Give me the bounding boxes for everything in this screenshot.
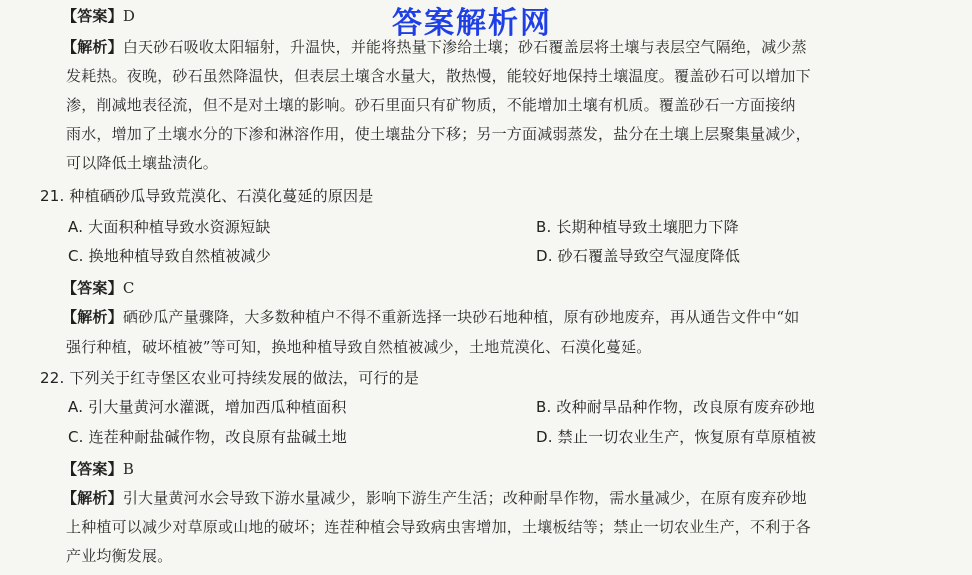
question-22-option-c: C. 连茬种耐盐碱作物，改良原有盐碱土地 [68,428,348,446]
analysis-line [62,37,807,57]
answer-value: D [122,7,136,25]
question-21-option-b: B. 长期种植导致土壤肥力下降 [536,218,739,236]
analysis-line: 渗，削减地表径流，但不是对土壤的影响。砂石里面只有矿物质，不能增加土壤有机质。覆盖砂石一方面接纳 [66,96,796,114]
question-21-option-a: A. 大面积种植导致水资源短缺 [68,218,271,236]
analysis-line: 可以降低土壤盐渍化。 [66,154,219,172]
answer-tag: 【答案】 [62,279,123,297]
analysis-text: 硒砂瓜产量骤降，大多数种植户不得不重新选择一块砂石地种植，原有砂地废弃，再从通告文件中“如 [122,308,800,326]
analysis-line: 雨水，增加了土壤水分的下渗和淋溶作用，使土壤盐分下移；另一方面减弱蒸发，盐分在土壤上层聚集量减少， [66,125,811,143]
analysis-line: 产业均衡发展。 [66,547,173,565]
answer-tag: 【答案】 [62,7,123,25]
question-22-option-b: B. 改种耐旱品种作物，改良原有废弃砂地 [536,398,815,416]
question-21-analysis [62,307,800,327]
analysis-line: 强行种植，破坏植被”等可知，换地种植导致自然植被减少，土地荒漠化、石漠化蔓延。 [66,338,652,356]
question-21-stem: 21. 种植硒砂瓜导致荒漠化、石漠化蔓延的原因是 [40,187,374,205]
question-21-answer [62,278,135,298]
question-22-stem: 22. 下列关于红寺堡区农业可持续发展的做法，可行的是 [40,369,420,387]
answer-value: B [122,460,135,478]
analysis-line: 发耗热。夜晚，砂石虽然降温快，但表层土壤含水量大，散热慢，能较好地保持土壤温度。覆盖砂石可以增加下 [66,67,811,85]
answer-line [62,6,135,26]
question-22-analysis [62,488,807,508]
question-22-answer [62,459,134,479]
analysis-line: 上种植可以减少对草原或山地的破坏；连茬种植会导致病虫害增加，土壤板结等；禁止一切农业生产，不利于各 [66,518,811,536]
analysis-tag: 【解析】 [62,38,123,56]
analysis-text: 引大量黄河水会导致下游水量减少，影响下游生产生活；改种耐旱作物，需水量减少，在原有废弃砂地 [122,489,807,507]
analysis-tag: 【解析】 [62,308,123,326]
answer-tag: 【答案】 [62,460,123,478]
analysis-text: 白天砂石吸收太阳辐射，升温快，并能将热量下渗给土壤；砂石覆盖层将土壤与表层空气隔绝，减少蒸 [122,38,807,56]
question-21-option-d: D. 砂石覆盖导致空气湿度降低 [536,247,741,265]
question-22-option-a: A. 引大量黄河水灌溉，增加西瓜种植面积 [68,398,347,416]
question-21-option-c: C. 换地种植导致自然植被减少 [68,247,272,265]
question-22-option-d: D. 禁止一切农业生产，恢复原有草原植被 [536,428,817,446]
answer-value: C [122,279,135,297]
watermark-logo: 答案解析网 [392,6,552,41]
analysis-tag: 【解析】 [62,489,123,507]
